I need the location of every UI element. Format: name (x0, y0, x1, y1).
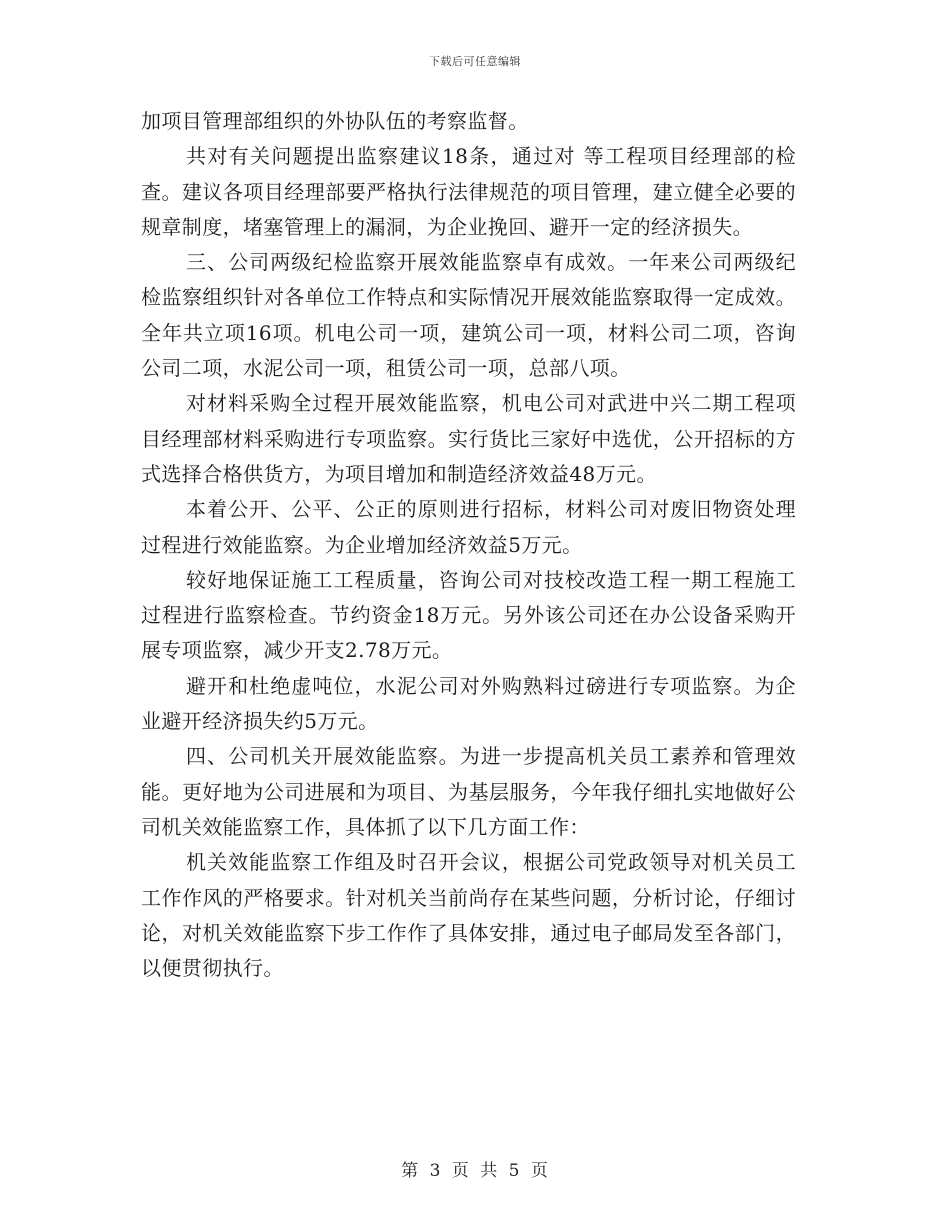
paragraph: 较好地保证施工工程质量，咨询公司对技校改造工程一期工程施工过程进行监察检查。节约资金18万元。另外该公司还在办公设备采购开展专项监察，减少开支2.78万元。 (141, 567, 796, 663)
paragraph: 三、公司两级纪检监察开展效能监察卓有成效。一年来公司两级纪检监察组织针对各单位工作特点和实际情况开展效能监察取得一定成效。全年共立项16项。机电公司一项，建筑公司一项，材料公司二项，咨询公司二项，水泥公司一项，租赁公司一项，总部八项。 (141, 250, 796, 381)
page-total-prefix: 共 (480, 1161, 499, 1181)
paragraph: 对材料采购全过程开展效能监察，机电公司对武进中兴二期工程项目经理部材料采购进行专项监察。实行货比三家好中选优，公开招标的方式选择合格供货方，为项目增加和制造经济效益48万元。 (141, 391, 796, 486)
page-label-mid: 页 (451, 1161, 470, 1181)
page-current-number: 3 (429, 1161, 442, 1181)
paragraph: 机关效能监察工作组及时召开会议，根据公司党政领导对机关员工工作作风的严格要求。针对机关当前尚存在某些问题，分析讨论，仔细讨论，对机关效能监察下步工作作了具体安排，通过电子邮局发至各部门，以便贯彻执行。 (141, 850, 796, 981)
page-label-prefix: 第 (401, 1161, 420, 1181)
paragraph-continuation: 加项目管理部组织的外协队伍的考察监督。 (141, 109, 529, 133)
page-total-number: 5 (508, 1161, 521, 1181)
paragraph: 共对有关问题提出监察建议18条，通过对 等工程项目经理部的检查。建议各项目经理部要严格执行法律规范的项目管理，建立健全必要的规章制度，堵塞管理上的漏洞，为企业挽回、避开一定的经济损失。 (141, 144, 796, 239)
page-header: 下载后可任意编辑 (429, 55, 521, 68)
paragraph: 四、公司机关开展效能监察。为进一步提高机关员工素养和管理效能。更好地为公司进展和为项目、为基层服务，今年我仔细扎实地做好公司机关效能监察工作，具体抓了以下几方面工作： (141, 744, 796, 839)
paragraph: 避开和杜绝虚吨位，水泥公司对外购熟料过磅进行专项监察。为企业避开经济损失约5万元。 (141, 673, 796, 734)
page-footer (0, 1156, 950, 1181)
paragraph: 本着公开、公平、公正的原则进行招标，材料公司对废旧物资处理过程进行效能监察。为企业增加经济效益5万元。 (141, 497, 796, 557)
document-body (141, 104, 796, 986)
page-label-suffix: 页 (530, 1161, 549, 1181)
